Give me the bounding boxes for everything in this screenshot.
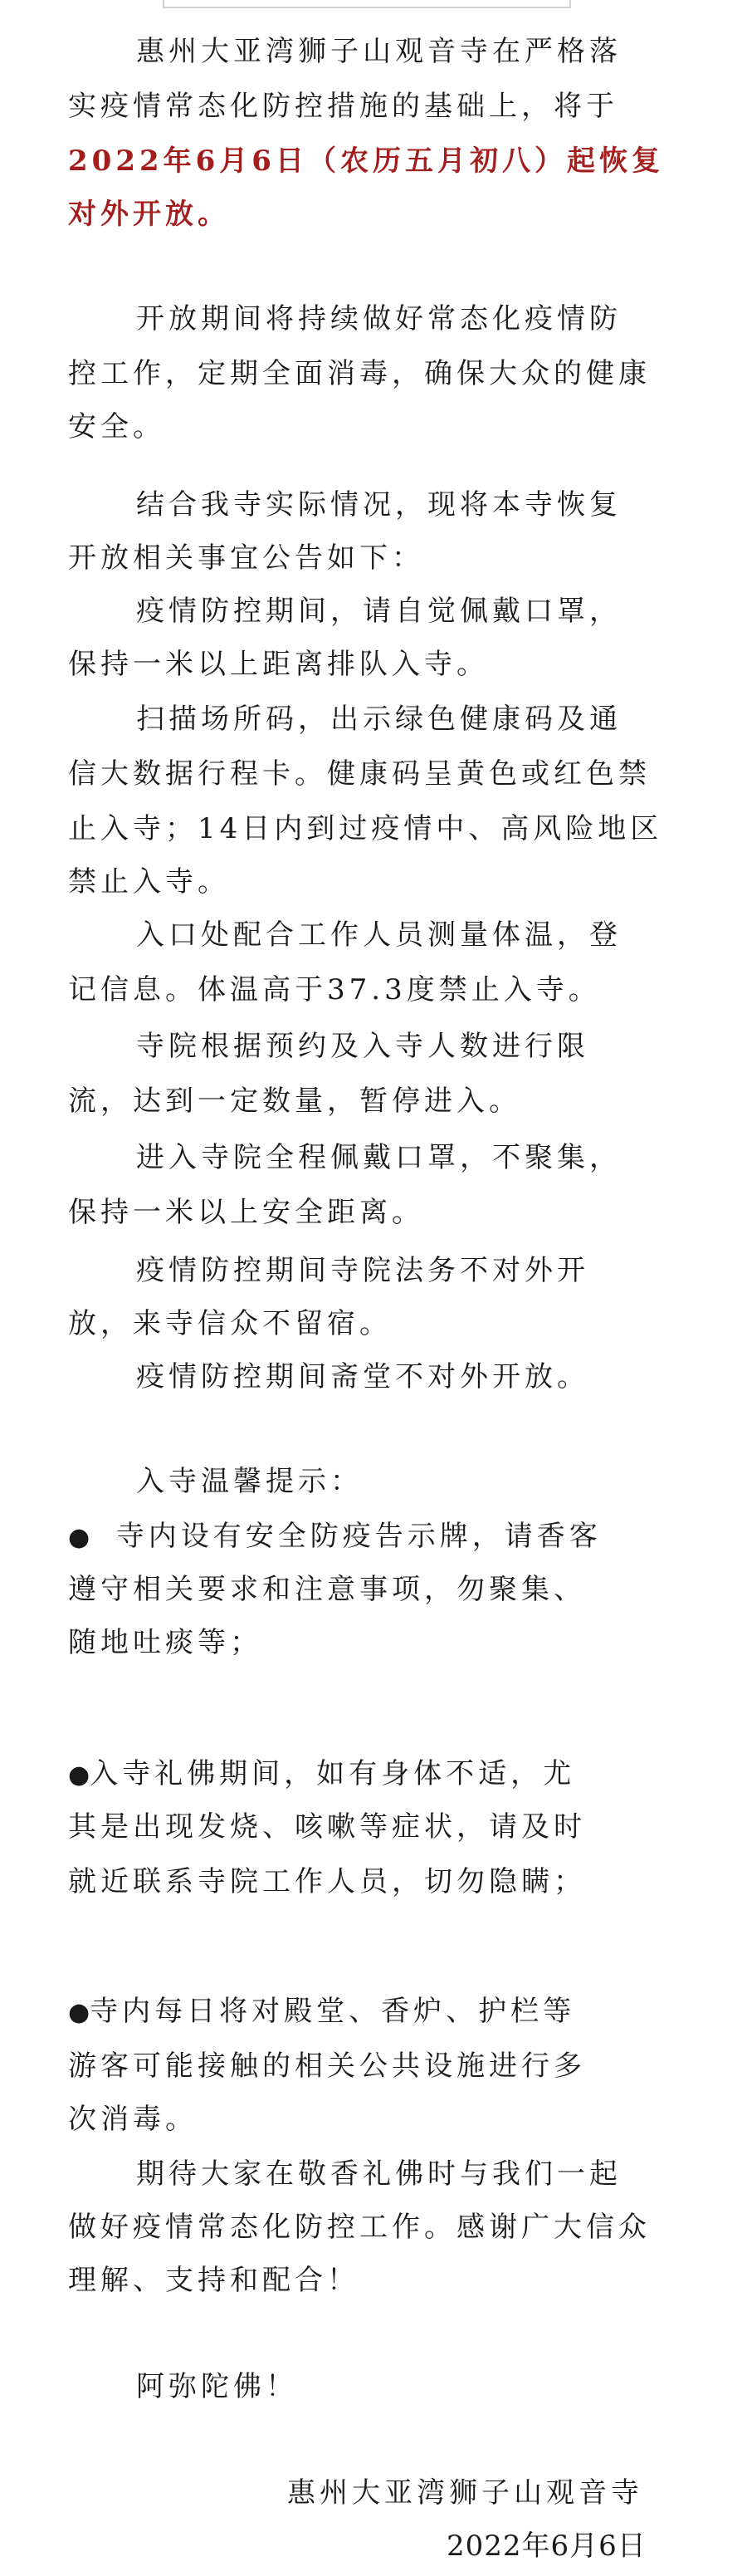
closing-line-1: 期待大家在敬香礼佛时与我们一起 [136, 2157, 622, 2191]
tip-1-text: 寺内设有安全防疫告示牌，请香客 [115, 1520, 602, 1553]
tip-3-line-3: 次消毒。 [68, 2103, 198, 2136]
intro-line-2: 实疫情常态化防控措施的基础上，将于 [68, 90, 618, 123]
rule-6-line-2: 放，来寺信众不留宿。 [68, 1307, 392, 1340]
rule-2-line-1: 扫描场所码，出示绿色健康码及通 [136, 703, 622, 736]
amitabha-line: 阿弥陀佛！ [136, 2370, 298, 2403]
tip-2-line-3: 就近联系寺院工作人员，切勿隐瞒； [68, 1865, 586, 1898]
reopen-date-line-1: 2022年6月6日（农历五月初八）起恢复 [68, 144, 664, 178]
rule-6-line-1: 疫情防控期间寺院法务不对外开 [136, 1254, 589, 1287]
closing-line-3: 理解、支持和配合！ [68, 2264, 359, 2297]
top-frame [163, 0, 571, 8]
rule-1-line-2: 保持一米以上距离排队入寺。 [68, 648, 489, 681]
rule-5-line-2: 保持一米以上安全距离。 [68, 1196, 424, 1229]
signature-temple: 惠州大亚湾狮子山观音寺 [287, 2476, 643, 2510]
rule-4-line-1: 寺院根据预约及入寺人数进行限 [136, 1030, 589, 1063]
p2-line-1: 结合我寺实际情况，现将本寺恢复 [136, 488, 622, 522]
rule-2-line-2: 信大数据行程卡。健康码呈黄色或红色禁 [68, 757, 651, 791]
bullet-icon: ● [68, 1761, 90, 1790]
intro-line-1: 惠州大亚湾狮子山观音寺在严格落 [136, 35, 622, 68]
tips-title: 入寺温馨提示： [136, 1465, 363, 1498]
tip-2-text: 入寺礼佛期间，如有身体不适，尤 [90, 1757, 576, 1790]
rule-4-line-2: 流，达到一定数量，暂停进入。 [68, 1085, 521, 1118]
p1-line-3: 安全。 [68, 410, 165, 443]
p2-line-2: 开放相关事宜公告如下： [68, 541, 424, 575]
p1-line-1: 开放期间将持续做好常态化疫情防 [136, 302, 622, 335]
rule-3-line-1: 入口处配合工作人员测量体温，登 [136, 918, 622, 952]
signature-date: 2022年6月6日 [447, 2529, 647, 2563]
tip-3-text: 寺内每日将对殿堂、香炉、护栏等 [90, 1995, 576, 2028]
tip-1-line-2: 遵守相关要求和注意事项，勿聚集、 [68, 1573, 586, 1606]
rule-2-line-4: 禁止入寺。 [68, 865, 230, 899]
tip-2-line-2: 其是出现发烧、咳嗽等症状，请及时 [68, 1810, 586, 1844]
tip-3-line-2: 游客可能接触的相关公共设施进行多 [68, 2050, 586, 2083]
tip-1-line-1 [68, 1520, 747, 1555]
rule-3-line-2: 记信息。体温高于37.3度禁止入寺。 [68, 973, 601, 1006]
reopen-date-line-2: 对外开放。 [68, 198, 230, 231]
bullet-icon: ● [68, 1523, 90, 1552]
tip-2-line-1 [68, 1757, 747, 1792]
rule-1-line-1: 疫情防控期间，请自觉佩戴口罩， [136, 595, 622, 628]
p1-line-2: 控工作，定期全面消毒，确保大众的健康 [68, 357, 651, 390]
tip-1-line-3: 随地吐痰等； [68, 1626, 262, 1659]
rule-5-line-1: 进入寺院全程佩戴口罩，不聚集， [136, 1141, 622, 1174]
tip-3-line-1 [68, 1995, 747, 2030]
rule-2-line-3: 止入寺；14日内到过疫情中、高风险地区 [68, 812, 663, 845]
rule-7-line-1: 疫情防控期间斋堂不对外开放。 [136, 1360, 589, 1393]
bullet-icon: ● [68, 1998, 90, 2027]
closing-line-2: 做好疫情常态化防控工作。感谢广大信众 [68, 2211, 651, 2244]
